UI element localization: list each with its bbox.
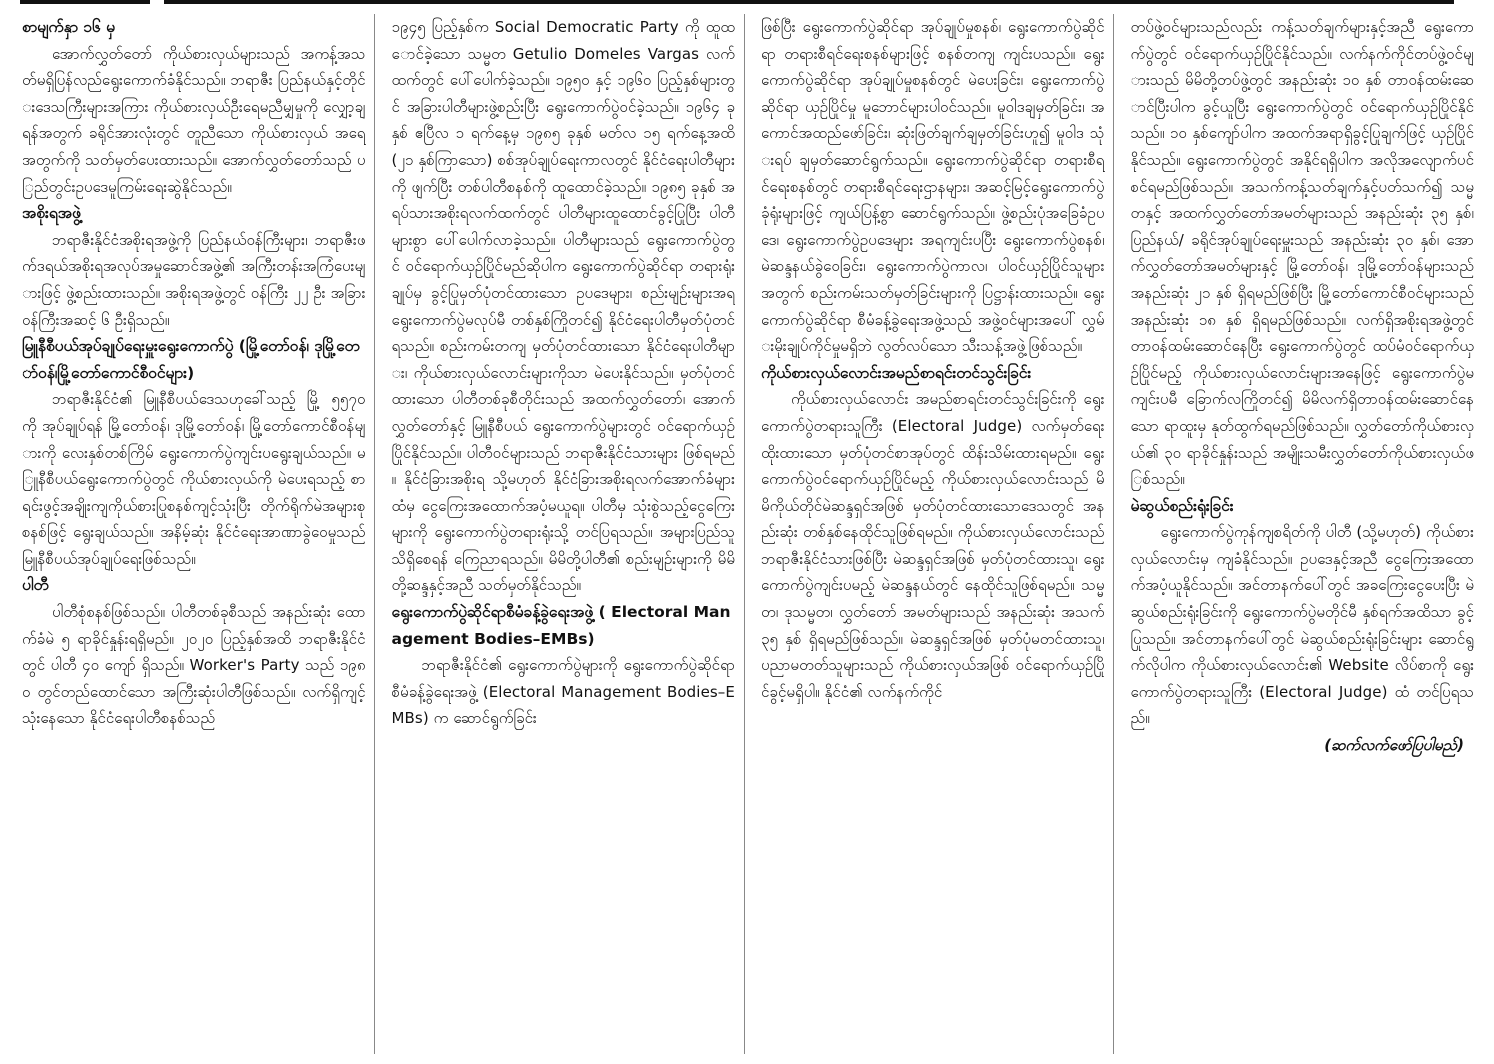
paragraph: ရွေးကောက်ပွဲကုန်ကျစရိတ်ကို ပါတီ (သို့မဟုတ်) ကိုယ်စားလှယ်လောင်းမှ ကျခံနိုင်သည်။ ဥပဒေနှင့်အညီ ငွေကြေးအထောက်အပံ့ယူနိုင်သည်။ အင်တာနက်ပေါ်တွင် အခကြေးငွေပေးပြီး မဲဆွယ်စည်းရုံးခြင်းကို ရွေးကောက်ပွဲမတိုင်မီ နှစ်ရက်အထိသာ ခွင့်ပြုသည်။ အင်တာနက်ပေါ်တွင် မဲဆွယ်စည်းရုံးခြင်းများ ဆောင်ရွက်လိုပါက ကိုယ်စားလှယ်လောင်း၏ Website လိပ်စာကို ရွေးကောက်ပွဲတရားသူကြီး (Electoral Judge) ထံ တင်ပြရသည်။ [1130,523,1474,728]
top-rule-gap [150,0,164,4]
paragraph: အောက်လွှတ်တော် ကိုယ်စားလှယ်များသည် အကန့်အသတ်မရှိပြန်လည်ရွေးကောက်ခံနိုင်သည်။ ဘရာဇီး ပြည်နယ်နှင့်တိုင်းဒေသကြီးများအကြား ကိုယ်စားလှယ်ဦးရေမညီမျှမှုကို လျှော့ချရန်အတွက် ခရိုင်အားလုံးတွင် တူညီသော ကိုယ်စားလှယ် အရေအတွက်ကို သတ်မှတ်ပေးထားသည်။ အောက်လွှတ်တော်သည် ပြည်တွင်းဥပဒေမူကြမ်းရေးဆွဲနိုင်သည်။ [22,44,366,196]
paragraph: တပ်ဖွဲ့ဝင်များသည်လည်း ကန့်သတ်ချက်များနှင့်အညီ ရွေးကောက်ပွဲတွင် ဝင်ရောက်ယှဉ်ပြိုင်နိုင်သည်။ လက်နက်ကိုင်တပ်ဖွဲ့ဝင်များသည် မိမိတို့တပ်ဖွဲ့တွင် အနည်းဆုံး ၁၀ နှစ် တာဝန်ထမ်းဆောင်ပြီးပါက ခွင့်ယူပြီး ရွေးကောက်ပွဲတွင် ဝင်ရောက်ယှဉ်ပြိုင်နိုင်သည်။ ၁၀ နှစ်ကျော်ပါက အထက်အရာရှိခွင့်ပြုချက်ဖြင့် ယှဉ်ပြိုင်နိုင်သည်။ ရွေးကောက်ပွဲတွင် အနိုင်ရရှိပါက အလိုအလျောက်ပင်စင်ရမည်ဖြစ်သည်။ အသက်ကန့်သတ်ချက်နှင့်ပတ်သက်၍ သမ္မတနှင့် အထက်လွှတ်တော်အမတ်များသည် အနည်းဆုံး ၃၅ နှစ်၊ ပြည်နယ်/ ခရိုင်အုပ်ချုပ်ရေးမှူးသည် အနည်းဆုံး ၃၀ နှစ်၊ အောက်လွှတ်တော်အမတ်များနှင့် မြို့တော်ဝန်၊ ဒုမြို့တော်ဝန်များသည် အနည်းဆုံး ၂၁ နှစ် ရှိရမည်ဖြစ်ပြီး မြို့တော်ကောင်စီဝင်များသည် အနည်းဆုံး ၁၈ နှစ် ရှိရမည်ဖြစ်သည်။ လက်ရှိအစိုးရအဖွဲ့တွင် တာဝန်ထမ်းဆောင်နေပြီး ရွေးကောက်ပွဲတွင် ထပ်မံဝင်ရောက်ယှဉ်ပြိုင်မည့် ကိုယ်စားလှယ်လောင်းများအနေဖြင့် ရွေးကောက်ပွဲမကျင်းပမီ ခြောက်လကြိုတင်၍ မိမိလက်ရှိတာဝန်ထမ်းဆောင်နေသော ရာထူးမှ နုတ်ထွက်ရမည်ဖြစ်သည်။ လွှတ်တော်ကိုယ်စားလှယ်၏ ၃၀ ရာခိုင်နှုန်းသည် အမျိုးသမီးလွှတ်တော်ကိုယ်စားလှယ်ဖြစ်သည်။ [1130,18,1474,489]
top-rule [20,0,1454,4]
section-heading: ကိုယ်စားလှယ်လောင်းအမည်စာရင်းတင်သွင်းခြင်း [761,363,1032,382]
article-columns [22,14,1474,1060]
section-heading: ရွေးကောက်ပွဲဆိုင်ရာစီမံခန့်ခွဲရေးအဖွဲ့ ( Electoral Management Bodies–EMBs) [391,603,731,648]
to-be-continued-note: (ဆက်လက်ဖော်ပြပါမည်) [1324,736,1464,755]
section-heading: မဲဆွယ်စည်းရုံးခြင်း [1130,496,1234,515]
section-heading: အစိုးရအဖွဲ့ [22,204,81,223]
paragraph: ဘရာဇီးနိုင်ငံ၏ ရွေးကောက်ပွဲများကို ရွေးကောက်ပွဲဆိုင်ရာ စီမံခန့်ခွဲရေးအဖွဲ့ (Electoral Management Bodies–EMBs) က ဆောင်ရွက်ခြင်း [391,656,735,728]
section-heading: ပါတီ [22,576,49,595]
paragraph: ကိုယ်စားလှယ်လောင်း အမည်စာရင်းတင်သွင်းခြင်းကို ရွေးကောက်ပွဲတရားသူကြီး (Electoral Judge) လက်မှတ်ရေးထိုးထားသော မှတ်ပုံတင်စာအုပ်တွင် ထိန်းသိမ်းထားရမည်။ ရွေးကောက်ပွဲဝင်ရောက်ယှဉ်ပြိုင်မည့် ကိုယ်စားလှယ်လောင်းသည် မိမိကိုယ်တိုင်မဲဆန္ဒရှင်အဖြစ် မှတ်ပုံတင်ထားသောဒေသတွင် အနည်းဆုံး တစ်နှစ်နေထိုင်သူဖြစ်ရမည်။ ကိုယ်စားလှယ်လောင်းသည် ဘရာဇီးနိုင်ငံသားဖြစ်ပြီး မဲဆန္ဒရှင်အဖြစ် မှတ်ပုံတင်ထားသူ၊ ရွေးကောက်ပွဲကျင်းပမည့် မဲဆန္ဒနယ်တွင် နေထိုင်သူဖြစ်ရမည်။ သမ္မတ၊ ဒုသမ္မတ၊ လွှတ်တော် အမတ်များသည် အနည်းဆုံး အသက် ၃၅ နှစ် ရှိရမည်ဖြစ်သည်။ မဲဆန္ဒရှင်အဖြစ် မှတ်ပုံမတင်ထားသူ၊ ပညာမတတ်သူများသည် ကိုယ်စားလှယ်အဖြစ် ဝင်ရောက်ယှဉ်ပြိုင်ခွင့်မရှိပါ။ နိုင်ငံ၏ လက်နက်ကိုင် [761,390,1105,701]
continuation-label: စာမျက်နှာ ၁၆ မှ [22,18,116,36]
section-heading: မြူနီစီပယ်အုပ်ချုပ်ရေးမှူးရွေးကောက်ပွဲ (မြို့တော်ဝန်၊ ဒုမြို့တော်ဝန်၊မြို့တော်ကောင်စီဝင်များ) [22,337,360,382]
paragraph: ဘရာဇီးနိုင်ငံ၏ မြူနီစီပယ်ဒေသဟုခေါ်သည့် မြို့ ၅၅၇၀ ကို အုပ်ချုပ်ရန် မြို့တော်ဝန်၊ ဒုမြို့တော်ဝန်၊ မြို့တော်ကောင်စီဝန်များကို လေးနှစ်တစ်ကြိမ် ရွေးကောက်ပွဲကျင်းပရွေးချယ်သည်။ မြူနီစီပယ်ရွေးကောက်ပွဲတွင် ကိုယ်စားလှယ်ကို မဲပေးရသည့် စာရင်းဖွင့်အချိုးကျကိုယ်စားပြုစနစ်ကျင့်သုံးပြီး တိုက်ရိုက်မဲအများစုစနစ်ဖြင့် ရွေးချယ်သည်။ အနိမ့်ဆုံး နိုင်ငံရေးအာဏာခွဲဝေမှုသည် မြူနီစီပယ်အုပ်ချုပ်ရေးဖြစ်သည်။ [22,390,366,568]
column-2 [392,14,736,1060]
paragraph: ဖြစ်ပြီး ရွေးကောက်ပွဲဆိုင်ရာ အုပ်ချုပ်မှုစနစ်၊ ရွေးကောက်ပွဲဆိုင်ရာ တရားစီရင်ရေးစနစ်များဖြင့် စနစ်တကျ ကျင်းပသည်။ ရွေးကောက်ပွဲဆိုင်ရာ အုပ်ချုပ်မှုစနစ်တွင် မဲပေးခြင်း၊ ရွေးကောက်ပွဲဆိုင်ရာ ယှဉ်ပြိုင်မှု မူဘောင်များပါဝင်သည်။ မူဝါဒချမှတ်ခြင်း၊ အကောင်အထည်ဖော်ခြင်း၊ ဆုံးဖြတ်ချက်ချမှတ်ခြင်းဟူ၍ မူဝါဒ သုံးရပ် ချမှတ်ဆောင်ရွက်သည်။ ရွေးကောက်ပွဲဆိုင်ရာ တရားစီရင်ရေးစနစ်တွင် တရားစီရင်ရေးဌာနများ၊ အဆင့်မြင့်ရွေးကောက်ပွဲ ခုံရုံးများဖြင့် ကျယ်ပြန့်စွာ ဆောင်ရွက်သည်။ ဖွဲ့စည်းပုံအခြေခံဥပဒေ၊ ရွေးကောက်ပွဲဥပဒေများ အရကျင်းပပြီး ရွေးကောက်ပွဲစနစ်၊ မဲဆန္ဒနယ်ခွဲဝေခြင်း၊ ရွေးကောက်ပွဲကာလ၊ ပါဝင်ယှဉ်ပြိုင်သူများအတွက် စည်းကမ်းသတ်မှတ်ခြင်းများကို ပြဋ္ဌာန်းထားသည်။ ရွေးကောက်ပွဲဆိုင်ရာ စီမံခန့်ခွဲရေးအဖွဲ့သည် အဖွဲ့ဝင်များအပေါ် လွှမ်းမိုးချုပ်ကိုင်မှုမရှိဘဲ လွတ်လပ်သော သီးသန့်အဖွဲ့ဖြစ်သည်။ [761,18,1105,356]
column-4 [1131,14,1475,1060]
column-3 [761,14,1105,1060]
paragraph: ပါတီစုံစနစ်ဖြစ်သည်။ ပါတီတစ်ခုစီသည် အနည်းဆုံး ထောက်ခံမဲ ၅ ရာခိုင်နှုန်းရရှိမည်။ ၂၀၂၀ ပြည့်နှစ်အထိ ဘရာဇီးနိုင်ငံတွင် ပါတီ ၄၀ ကျော် ရှိသည်။ Worker's Party သည် ၁၉၈၀ တွင်တည်ထောင်သော အကြီးဆုံးပါတီဖြစ်သည်။ လက်ရှိကျင့်သုံးနေသော နိုင်ငံရေးပါတီစနစ်သည် [22,603,366,728]
column-1 [22,14,366,1060]
paragraph: ၁၉၄၅ ပြည့်နှစ်က Social Democratic Party ကို ထူထောင်ခဲ့သော သမ္မတ Getulio Domeles Vargas လက်ထက်တွင် ပေါ်ပေါက်ခဲ့သည်။ ၁၉၅၀ နှင့် ၁၉၆၀ ပြည့်နှစ်များတွင် အခြားပါတီများဖွဲ့စည်းပြီး ရွေးကောက်ပွဲဝင်ခဲ့သည်။ ၁၉၆၄ ခုနှစ် ဧပြီလ ၁ ရက်နေ့မှ ၁၉၈၅ ခုနှစ် မတ်လ ၁၅ ရက်နေ့အထိ (၂၁ နှစ်ကြာသော) စစ်အုပ်ချုပ်ရေးကာလတွင် နိုင်ငံရေးပါတီများကို ဖျက်ပြီး တစ်ပါတီစနစ်ကို ထူထောင်ခဲ့သည်။ ၁၉၈၅ ခုနှစ် အရပ်သားအစိုးရလက်ထက်တွင် ပါတီများထူထောင်ခွင့်ပြုပြီး ပါတီများစွာ ပေါ်ပေါက်လာခဲ့သည်။ ပါတီများသည် ရွေးကောက်ပွဲတွင် ဝင်ရောက်ယှဉ်ပြိုင်မည်ဆိုပါက ရွေးကောက်ပွဲဆိုင်ရာ တရားရုံးချုပ်မှ ခွင့်ပြုမှတ်ပုံတင်ထားသော ဥပဒေများ၊ စည်းမျဉ်းများအရ ရွေးကောက်ပွဲမလုပ်မီ တစ်နှစ်ကြိုတင်၍ နိုင်ငံရေးပါတီမှတ်ပုံတင်ရသည်။ စည်းကမ်းတကျ မှတ်ပုံတင်ထားသော နိုင်ငံရေးပါတီများ၊ ကိုယ်စားလှယ်လောင်းများကိုသာ မဲပေးနိုင်သည်။ မှတ်ပုံတင်ထားသော ပါတီတစ်ခုစီတိုင်းသည် အထက်လွှတ်တော်၊ အောက်လွှတ်တော်နှင့် မြူနီစီပယ် ရွေးကောက်ပွဲများတွင် ဝင်ရောက်ယှဉ်ပြိုင်နိုင်သည်။ ပါတီဝင်များသည် ဘရာဇီးနိုင်ငံသားများ ဖြစ်ရမည်။ နိုင်ငံခြားအစိုးရ သို့မဟုတ် နိုင်ငံခြားအစိုးရလက်အောက်ခံများထံမှ ငွေကြေးအထောက်အပံ့မယူရ။ ပါတီမှ သုံးစွဲသည့်ငွေကြေးများကို ရွေးကောက်ပွဲတရားရုံးသို့ တင်ပြရသည်။ အများပြည်သူသိရှိစေရန် ကြေညာရသည်။ မိမိတို့ပါတီ၏ စည်းမျဉ်းများကို မိမိတို့ဆန္ဒနှင့်အညီ သတ်မှတ်နိုင်သည်။ [391,18,735,595]
paragraph: ဘရာဇီးနိုင်ငံအစိုးရအဖွဲ့ကို ပြည်နယ်ဝန်ကြီးများ၊ ဘရာဇီးဖက်ဒရယ်အစိုးရအလုပ်အမှုဆောင်အဖွဲ့၏ အကြီးတန်းအကြံပေးများဖြင့် ဖွဲ့စည်းထားသည်။ အစိုးရအဖွဲ့တွင် ဝန်ကြီး ၂၂ ဦး အခြားဝန်ကြီးအဆင့် ၆ ဦးရှိသည်။ [22,230,366,329]
